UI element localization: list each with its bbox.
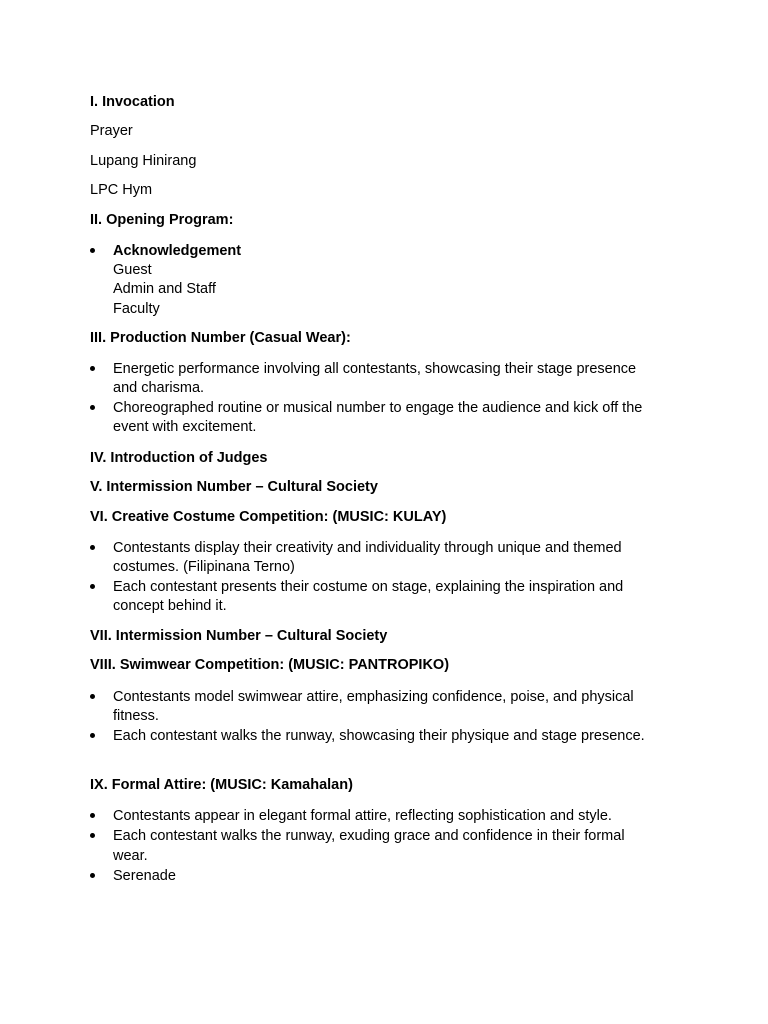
bullet-icon (90, 248, 95, 253)
bullet-text: Each contestant walks the runway, showcasing their physique and stage presence. (113, 728, 645, 744)
section-heading-intermission-1: V. Intermission Number – Cultural Society (90, 479, 378, 495)
bullet-text: Contestants appear in elegant formal attire, reflecting sophistication and style. (113, 808, 612, 824)
bullet-icon (90, 833, 95, 838)
program-item: LPC Hym (90, 182, 153, 198)
bullet-text: Each contestant presents their costume on stage, explaining the inspiration and (113, 579, 624, 595)
section-heading-intermission-2: VII. Intermission Number – Cultural Society (90, 628, 388, 644)
bullet-text: Contestants model swimwear attire, emphasizing confidence, poise, and physical (113, 689, 634, 705)
bullet-text: event with excitement. (113, 419, 257, 435)
bullet-icon (90, 873, 95, 878)
bullet-icon (90, 366, 95, 371)
sub-item: Faculty (113, 301, 160, 317)
section-heading-production-number: III. Production Number (Casual Wear): (90, 330, 351, 346)
sub-item: Admin and Staff (113, 281, 216, 297)
bullet-icon (90, 694, 95, 699)
bullet-icon (90, 545, 95, 550)
section-heading-judges: IV. Introduction of Judges (90, 450, 268, 466)
bullet-icon (90, 733, 95, 738)
bullet-text: and charisma. (113, 380, 205, 396)
bullet-icon (90, 813, 95, 818)
bullet-text: wear. (113, 848, 148, 864)
section-heading-invocation: I. Invocation (90, 94, 175, 110)
bullet-text: costumes. (Filipinana Terno) (113, 559, 295, 575)
section-heading-creative-costume: VI. Creative Costume Competition: (MUSIC: KULAY) (90, 509, 447, 525)
sub-item: Guest (113, 262, 152, 278)
bullet-text: concept behind it. (113, 598, 227, 614)
program-item: Lupang Hinirang (90, 153, 197, 169)
bullet-text: fitness. (113, 708, 159, 724)
program-item: Prayer (90, 123, 133, 139)
section-heading-formal-attire: IX. Formal Attire: (MUSIC: Kamahalan) (90, 777, 353, 793)
section-heading-swimwear: VIII. Swimwear Competition: (MUSIC: PANTROPIKO) (90, 657, 450, 673)
bullet-text: Energetic performance involving all contestants, showcasing their stage presence (113, 361, 637, 377)
bullet-icon (90, 405, 95, 410)
bullet-text: Serenade (113, 868, 176, 884)
bullet-icon (90, 584, 95, 589)
bullet-text: Each contestant walks the runway, exuding grace and confidence in their formal (113, 828, 625, 844)
bullet-text: Choreographed routine or musical number to engage the audience and kick off the (113, 400, 643, 416)
section-heading-opening-program: II. Opening Program: (90, 212, 234, 228)
bullet-text: Contestants display their creativity and individuality through unique and themed (113, 540, 622, 556)
bullet-title: Acknowledgement (113, 243, 242, 259)
